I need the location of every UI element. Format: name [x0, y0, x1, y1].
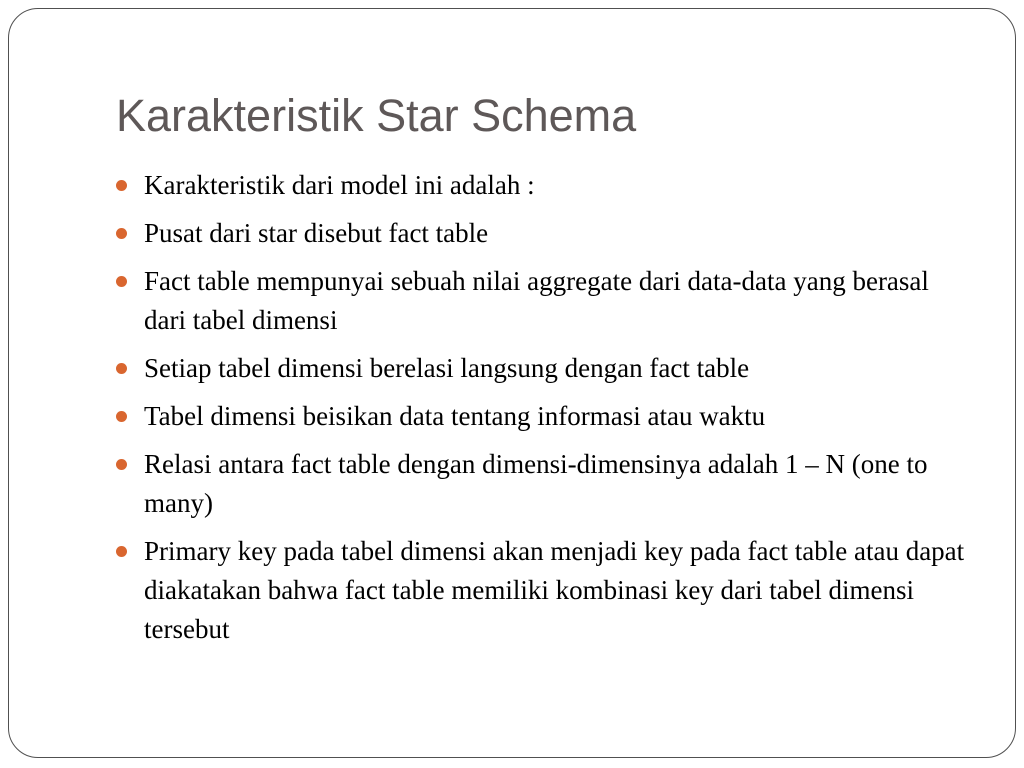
bullet-text: Fact table mempunyai sebuah nilai aggregate dari data-data yang berasal dari tabel dimensi	[144, 266, 929, 335]
bullet-icon	[116, 276, 127, 287]
bullet-text: Setiap tabel dimensi berelasi langsung dengan fact table	[144, 353, 750, 383]
bullet-text: Karakteristik dari model ini adalah :	[144, 170, 535, 200]
bullet-icon	[116, 459, 127, 470]
list-item	[116, 445, 976, 523]
bullet-icon	[116, 228, 127, 239]
slide-title: Karakteristik Star Schema	[116, 90, 637, 141]
list-item	[116, 532, 976, 649]
bullet-text: Tabel dimensi beisikan data tentang informasi atau waktu	[144, 401, 766, 431]
bullet-list	[116, 166, 976, 658]
bullet-icon	[116, 411, 127, 422]
bullet-text: Pusat dari star disebut fact table	[144, 218, 489, 248]
list-item	[116, 262, 976, 340]
bullet-text: Primary key pada tabel dimensi akan menjadi key pada fact table atau dapat diakatakan bahwa fact table memiliki kombinasi key dari tabel dimensi tersebut	[144, 536, 965, 644]
bullet-icon	[116, 363, 127, 374]
list-item	[116, 397, 976, 436]
list-item	[116, 214, 976, 253]
bullet-icon	[116, 546, 127, 557]
bullet-text: Relasi antara fact table dengan dimensi-dimensinya adalah 1 – N (one to many)	[144, 449, 928, 518]
list-item	[116, 349, 976, 388]
bullet-icon	[116, 180, 127, 191]
list-item	[116, 166, 976, 205]
